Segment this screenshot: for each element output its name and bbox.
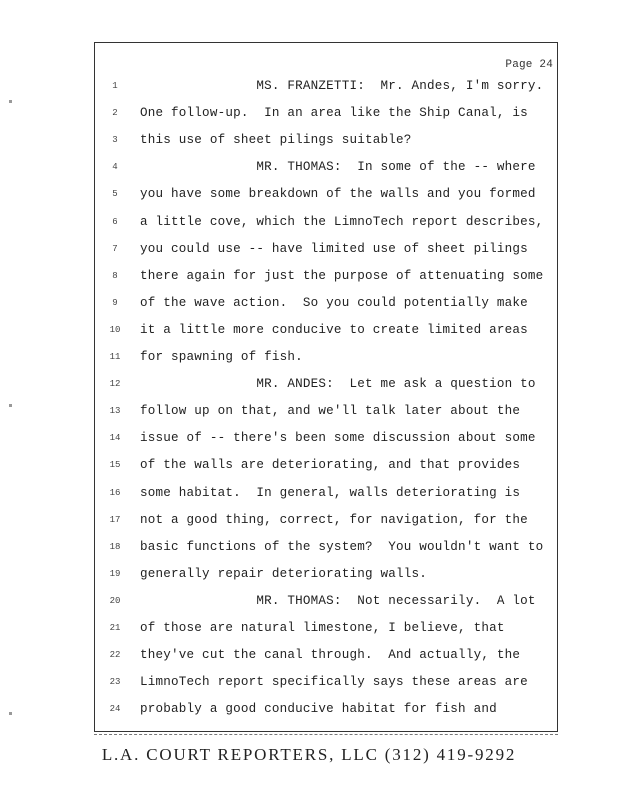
transcript-line bbox=[95, 648, 559, 675]
margin-mark bbox=[9, 404, 12, 407]
line-number: 18 bbox=[109, 541, 121, 552]
transcript-line bbox=[95, 106, 559, 133]
line-number: 3 bbox=[112, 135, 118, 146]
line-text: One follow-up. In an area like the Ship Canal, is bbox=[140, 106, 528, 121]
line-number: 24 bbox=[109, 704, 121, 715]
line-number: 7 bbox=[112, 243, 118, 254]
line-text: this use of sheet pilings suitable? bbox=[140, 133, 412, 148]
line-text: probably a good conducive habitat for fish and bbox=[140, 702, 497, 717]
line-text: a little cove, which the LimnoTech report describes, bbox=[140, 214, 544, 229]
line-number: 10 bbox=[109, 324, 121, 335]
line-text: MS. FRANZETTI: Mr. Andes, I'm sorry. bbox=[140, 79, 544, 93]
line-text: MR. THOMAS: In some of the -- where bbox=[140, 160, 536, 175]
transcript-line bbox=[95, 675, 559, 702]
line-number: 12 bbox=[109, 379, 121, 390]
transcript-line bbox=[95, 621, 559, 648]
line-number: 22 bbox=[109, 650, 121, 661]
line-number: 16 bbox=[109, 487, 121, 498]
transcript-line bbox=[95, 160, 559, 187]
line-number: 14 bbox=[109, 433, 121, 444]
transcript-line bbox=[95, 187, 559, 214]
line-text: of the wave action. So you could potentially make bbox=[140, 295, 528, 310]
transcript-line bbox=[95, 269, 559, 296]
transcript-line bbox=[95, 567, 559, 594]
line-number: 11 bbox=[109, 352, 121, 362]
line-text: issue of -- there's been some discussion about some bbox=[140, 431, 536, 446]
line-number: 1 bbox=[112, 81, 118, 91]
line-text: follow up on that, and we'll talk later about the bbox=[140, 404, 521, 419]
line-text: for spawning of fish. bbox=[140, 350, 303, 364]
line-number: 19 bbox=[109, 568, 121, 579]
line-text: you could use -- have limited use of sheet pilings bbox=[140, 241, 528, 256]
line-text: you have some breakdown of the walls and you formed bbox=[140, 187, 536, 202]
line-text: not a good thing, correct, for navigation, for the bbox=[140, 512, 528, 527]
line-number: 17 bbox=[109, 514, 121, 525]
line-number: 4 bbox=[112, 162, 118, 173]
transcript-line bbox=[95, 702, 559, 729]
line-number: 13 bbox=[109, 406, 121, 417]
line-text: they've cut the canal through. And actually, the bbox=[140, 648, 521, 663]
line-text: LimnoTech report specifically says these areas are bbox=[140, 675, 528, 690]
transcript-line bbox=[95, 323, 559, 350]
margin-mark bbox=[9, 712, 12, 715]
line-number: 5 bbox=[112, 189, 118, 200]
transcript-page bbox=[94, 42, 558, 732]
transcript-line bbox=[95, 133, 559, 160]
reporter-footer: L.A. COURT REPORTERS, LLC (312) 419-9292 bbox=[101, 745, 517, 764]
transcript-line bbox=[95, 404, 559, 431]
line-number: 2 bbox=[112, 108, 118, 119]
line-text: of the walls are deteriorating, and that provides bbox=[140, 458, 521, 473]
line-text: MR. ANDES: Let me ask a question to bbox=[140, 377, 536, 392]
line-number: 6 bbox=[112, 216, 118, 227]
transcript-line bbox=[95, 594, 559, 621]
transcript-line bbox=[95, 350, 559, 377]
line-number: 9 bbox=[112, 297, 118, 308]
line-text: some habitat. In general, walls deteriorating is bbox=[140, 485, 521, 500]
line-number: 21 bbox=[109, 623, 121, 633]
line-text: MR. THOMAS: Not necessarily. A lot bbox=[140, 593, 536, 608]
line-number: 20 bbox=[109, 595, 121, 606]
transcript-line bbox=[95, 458, 559, 485]
transcript-line bbox=[95, 79, 559, 106]
margin-mark bbox=[9, 100, 12, 103]
transcript-line bbox=[95, 486, 559, 513]
line-text: basic functions of the system? You wouldn't want to bbox=[140, 539, 544, 554]
transcript-line bbox=[95, 431, 559, 458]
line-text: of those are natural limestone, I believe, that bbox=[140, 621, 505, 635]
transcript-line bbox=[95, 242, 559, 269]
line-text: generally repair deteriorating walls. bbox=[140, 566, 428, 581]
line-number: 8 bbox=[112, 270, 118, 281]
line-number: 23 bbox=[109, 677, 121, 688]
page-number: Page 24 bbox=[505, 59, 553, 71]
transcript-line bbox=[95, 215, 559, 242]
line-number: 15 bbox=[109, 460, 121, 471]
transcript-line bbox=[95, 377, 559, 404]
transcript-line bbox=[95, 513, 559, 540]
line-text: it a little more conducive to create limited areas bbox=[140, 322, 528, 337]
transcript-line bbox=[95, 296, 559, 323]
line-text: there again for just the purpose of attenuating some bbox=[140, 268, 544, 283]
transcript-line bbox=[95, 540, 559, 567]
